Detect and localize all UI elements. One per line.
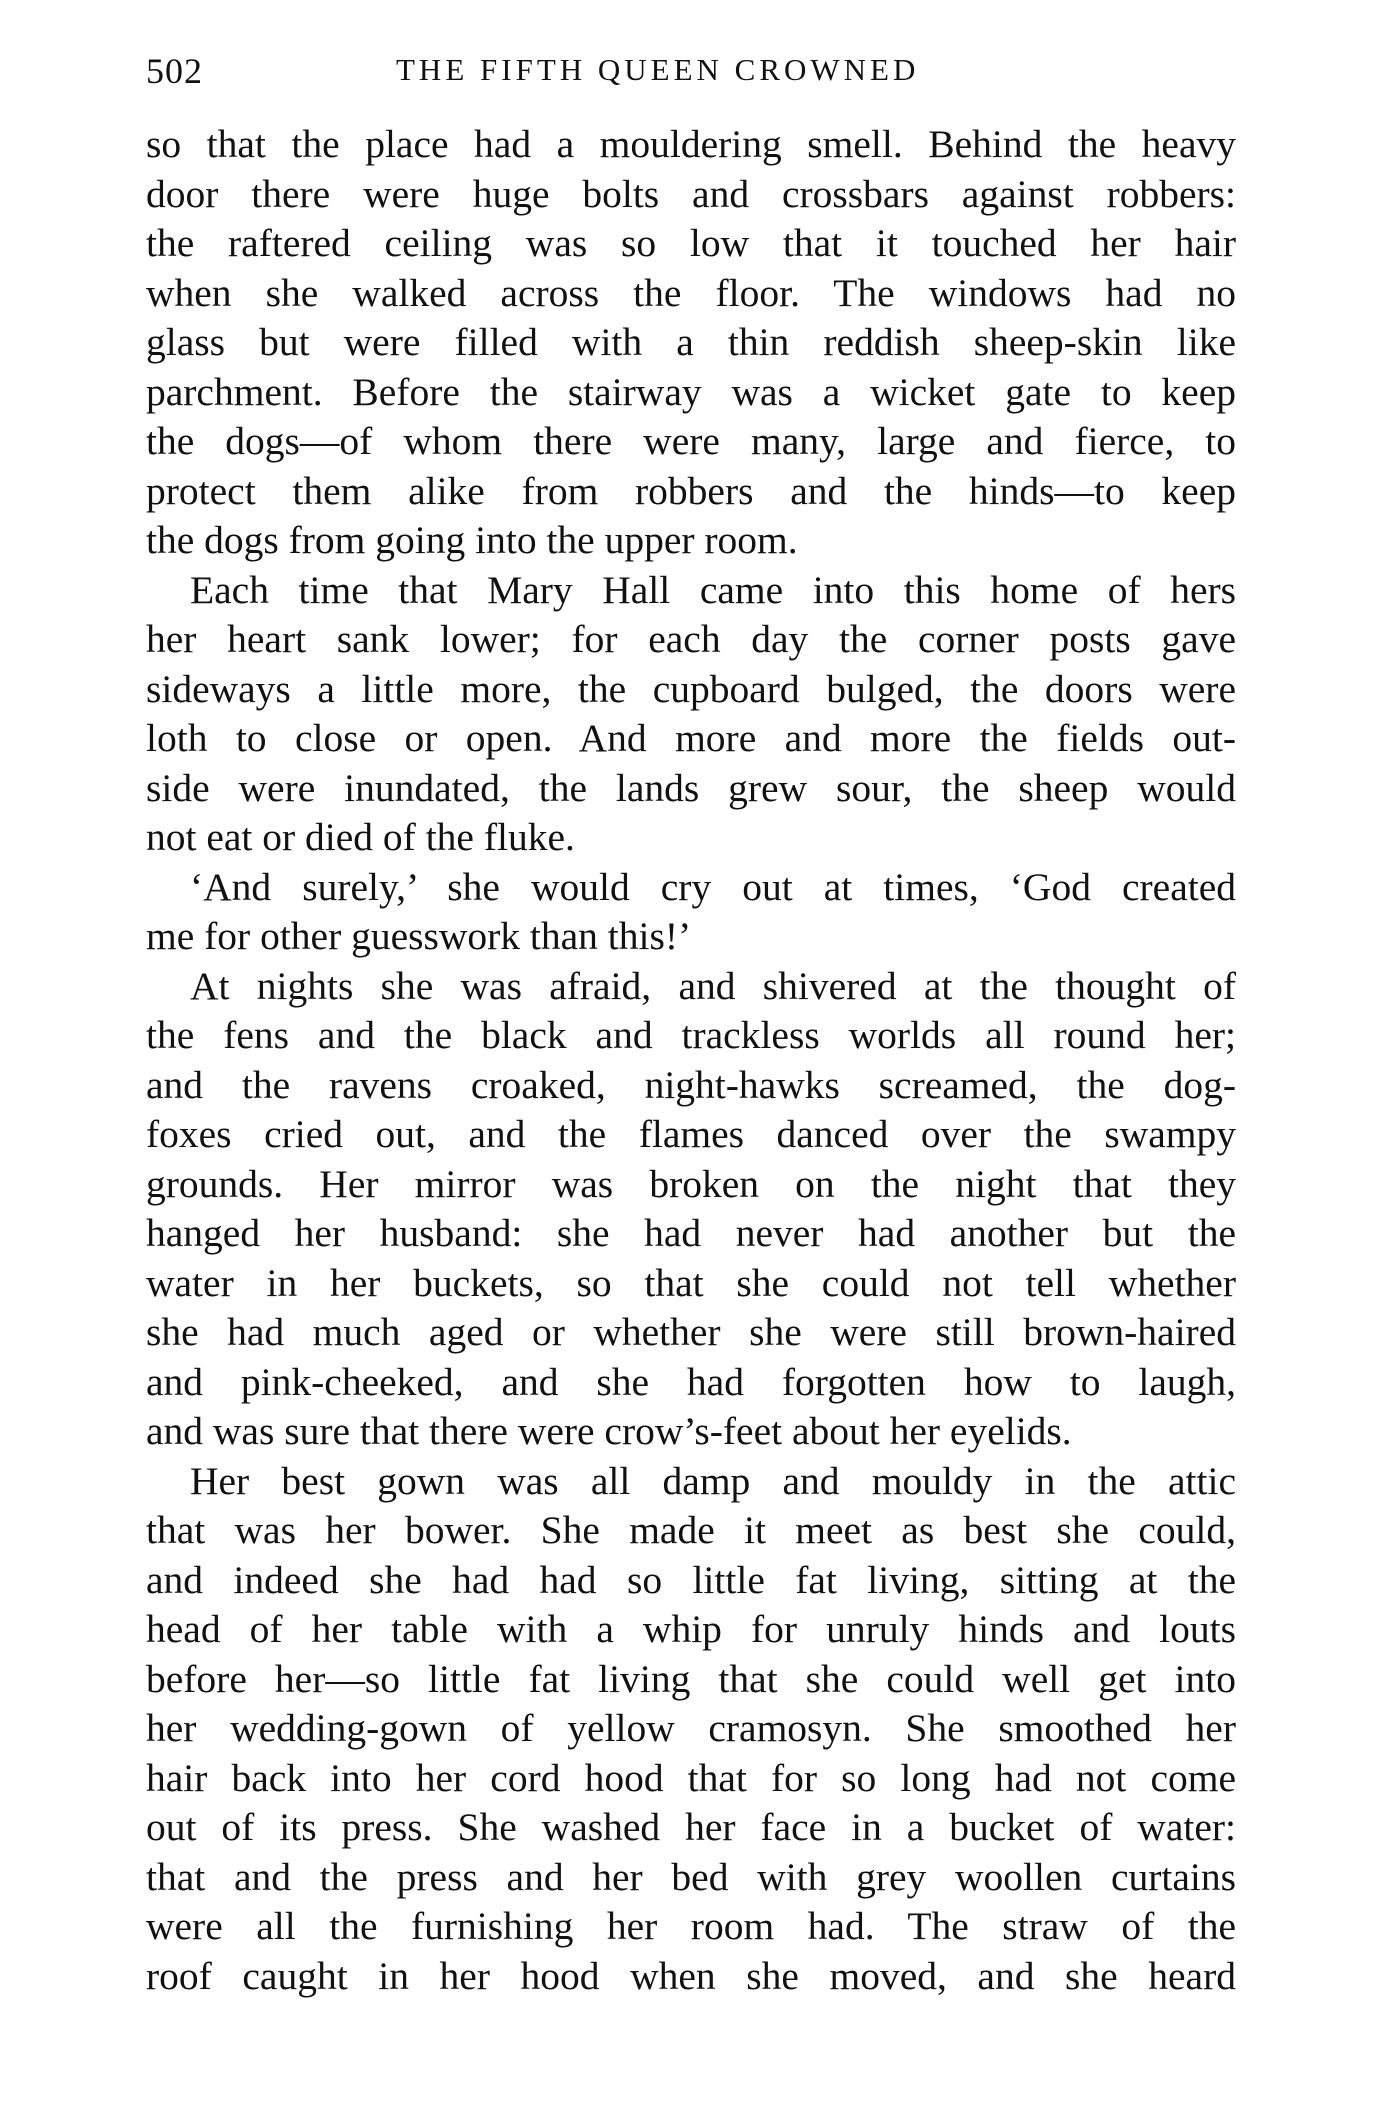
text-line: her wedding-gown of yellow cramosyn. She smoothed her bbox=[146, 1706, 1236, 1750]
text-line: that and the press and her bed with grey woollen curtains bbox=[146, 1854, 1236, 1899]
text-line: the dogs—of whom there were many, large and fierce, to bbox=[146, 419, 1236, 463]
text-line: not eat or died of the fluke. bbox=[146, 815, 575, 859]
page-header bbox=[146, 50, 1236, 100]
text-line: hair back into her cord hood that for so long had not come bbox=[146, 1755, 1236, 1800]
text-line: and was sure that there were crow’s-feet about her eyelids. bbox=[146, 1409, 1072, 1453]
running-title: THE FIFTH QUEEN CROWNED bbox=[396, 52, 920, 87]
text-line: loth to close or open. And more and more the fields out- bbox=[146, 716, 1236, 760]
text-line: Each time that Mary Hall came into this home of hers bbox=[190, 567, 1236, 612]
text-line: side were inundated, the lands grew sour, the sheep would bbox=[146, 765, 1236, 810]
text-line: parchment. Before the stairway was a wicket gate to keep bbox=[146, 369, 1236, 414]
text-line: and the ravens croaked, night-hawks screamed, the dog- bbox=[146, 1062, 1236, 1107]
text-line: her heart sank lower; for each day the corner posts gave bbox=[146, 617, 1236, 661]
text-line: the fens and the black and trackless worlds all round her; bbox=[146, 1013, 1236, 1057]
text-line: when she walked across the floor. The windows had no bbox=[146, 270, 1236, 315]
text-line: ‘And surely,’ she would cry out at times, ‘God created bbox=[190, 864, 1236, 909]
text-line: foxes cried out, and the flames danced over the swampy bbox=[146, 1112, 1236, 1156]
text-line: sideways a little more, the cupboard bulged, the doors were bbox=[146, 666, 1236, 711]
text-line: glass but were filled with a thin reddish sheep-skin like bbox=[146, 320, 1236, 364]
text-line: water in her buckets, so that she could not tell whether bbox=[146, 1260, 1236, 1305]
page-number: 502 bbox=[146, 51, 203, 91]
text-line: and indeed she had had so little fat living, sitting at the bbox=[146, 1557, 1236, 1602]
text-line: before her—so little fat living that she could well get into bbox=[146, 1656, 1236, 1701]
text-line: hanged her husband: she had never had another but the bbox=[146, 1211, 1236, 1255]
text-line: and pink-cheeked, and she had forgotten how to laugh, bbox=[146, 1359, 1236, 1404]
text-line: grounds. Her mirror was broken on the night that they bbox=[146, 1161, 1236, 1206]
text-line: protect them alike from robbers and the hinds—to keep bbox=[146, 468, 1236, 513]
body-text bbox=[146, 120, 1236, 2001]
text-line: Her best gown was all damp and mouldy in the attic bbox=[190, 1458, 1236, 1503]
text-line: out of its press. She washed her face in a bucket of water: bbox=[146, 1805, 1236, 1849]
text-line: that was her bower. She made it meet as best she could, bbox=[146, 1508, 1236, 1552]
text-line: At nights she was afraid, and shivered at the thought of bbox=[190, 963, 1236, 1008]
text-line: were all the furnishing her room had. The straw of the bbox=[146, 1904, 1236, 1948]
text-line: so that the place had a mouldering smell. Behind the heavy bbox=[146, 122, 1236, 166]
text-line: me for other guesswork than this!’ bbox=[146, 914, 692, 958]
text-line: the raftered ceiling was so low that it touched her hair bbox=[146, 221, 1236, 265]
text-line: roof caught in her hood when she moved, and she heard bbox=[146, 1953, 1236, 1998]
text-line: she had much aged or whether she were still brown-haired bbox=[146, 1310, 1236, 1354]
text-line: the dogs from going into the upper room. bbox=[146, 518, 798, 562]
text-line: door there were huge bolts and crossbars against robbers: bbox=[146, 171, 1236, 216]
text-line: head of her table with a whip for unruly hinds and louts bbox=[146, 1607, 1236, 1651]
